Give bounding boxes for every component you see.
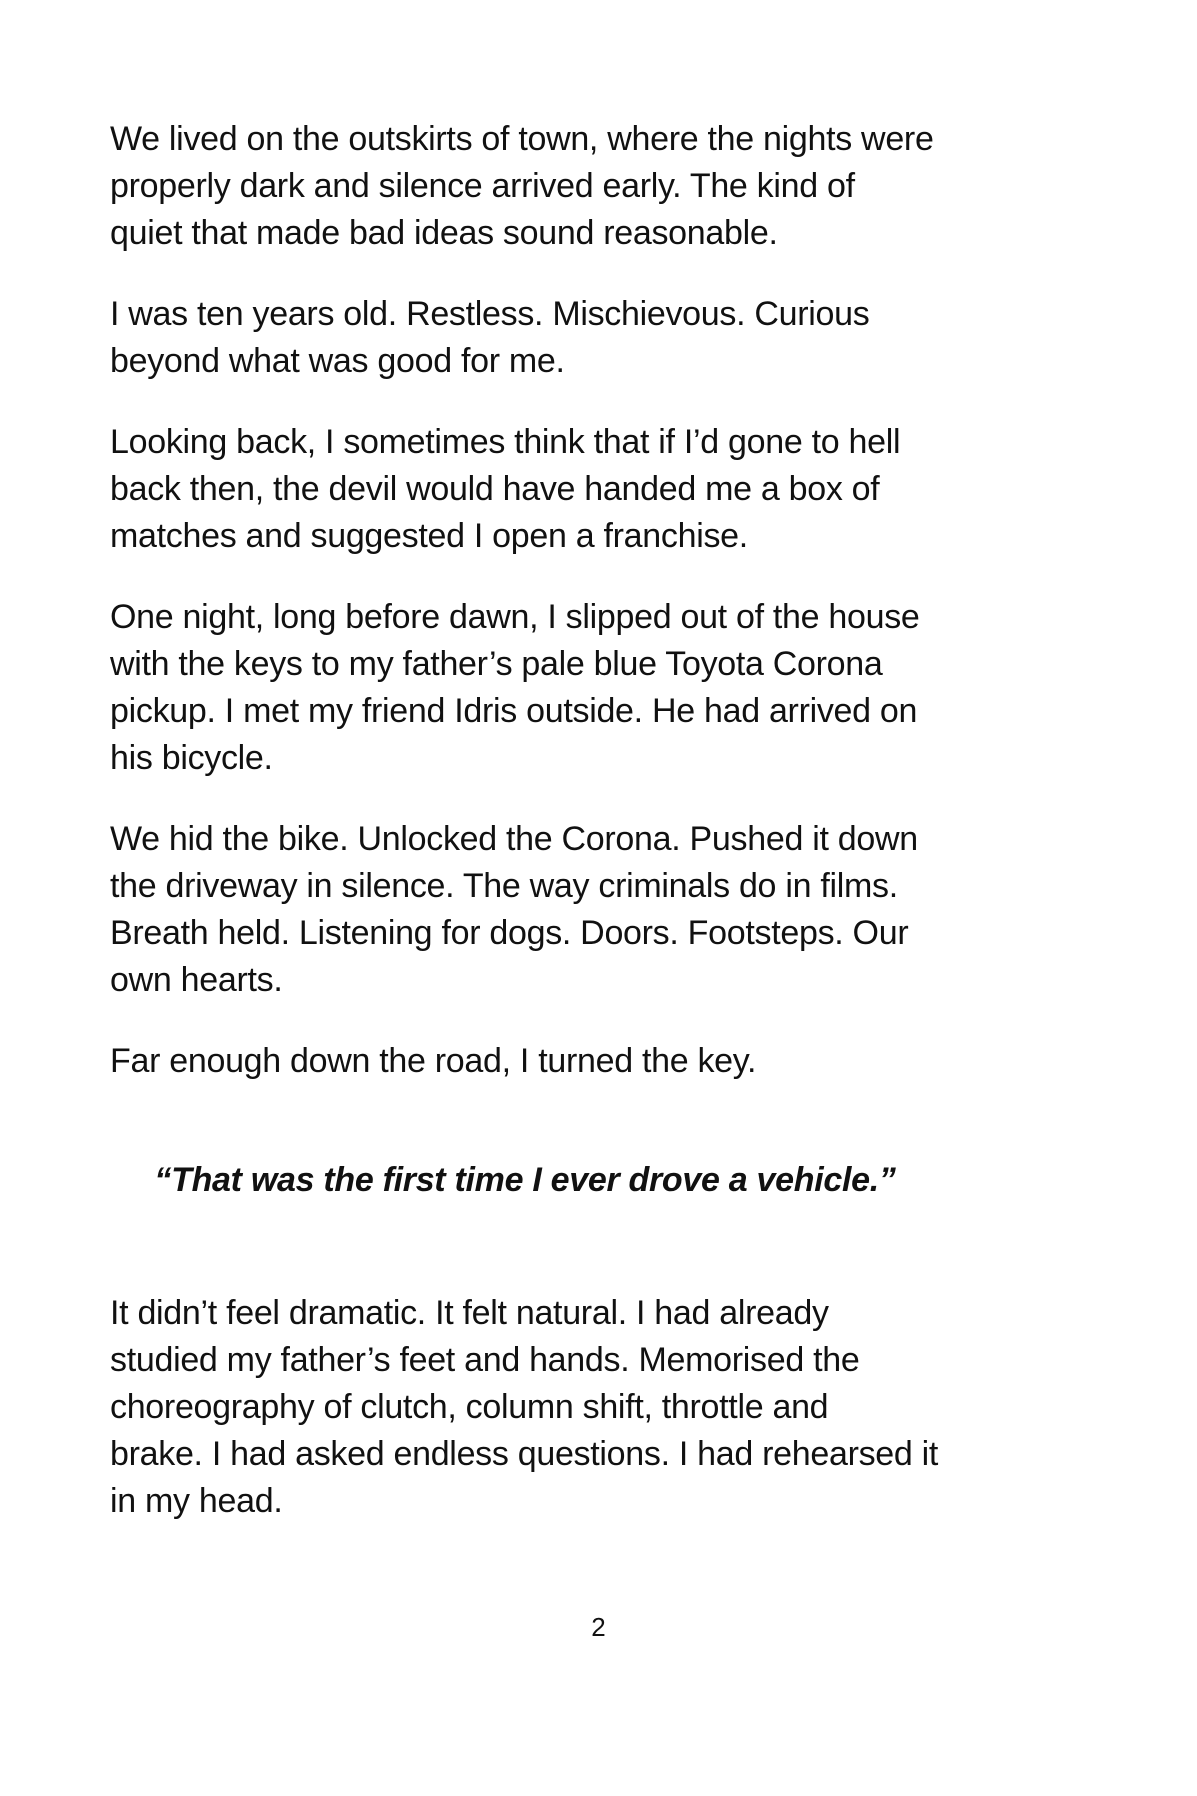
paragraph-felt-natural: It didn’t feel dramatic. It felt natural. I had already studied my father’s feet and hands. Memorised the choreography of clutch, column shift, throttle and brake. I had asked endless questions. I had rehearsed it in my head. (110, 1294, 939, 1520)
paragraph-outskirts: We lived on the outskirts of town, where the nights were properly dark and silence arrived early. The kind of quiet that made bad ideas sound reasonable. (110, 120, 934, 252)
paragraph-turned-the-key: Far enough down the road, I turned the key. (110, 1042, 757, 1080)
page-number: 2 (591, 1612, 606, 1642)
pull-quote: “That was the first time I ever drove a vehicle.” (154, 1161, 896, 1199)
body-text (110, 116, 1060, 1559)
paragraph-one-night: One night, long before dawn, I slipped out of the house with the keys to my father’s pale blue Toyota Corona pickup. I met my friend Idris outside. He had arrived on his bicycle. (110, 598, 920, 777)
paragraph-looking-back: Looking back, I sometimes think that if I’d gone to hell back then, the devil would have handed me a box of matches and suggested I open a franchise. (110, 423, 901, 555)
paragraph-hid-the-bike: We hid the bike. Unlocked the Corona. Pushed it down the driveway in silence. The way criminals do in films. Breath held. Listening for dogs. Doors. Footsteps. Our own hearts. (110, 820, 918, 999)
paragraph-ten-years-old: I was ten years old. Restless. Mischievous. Curious beyond what was good for me. (110, 295, 870, 380)
